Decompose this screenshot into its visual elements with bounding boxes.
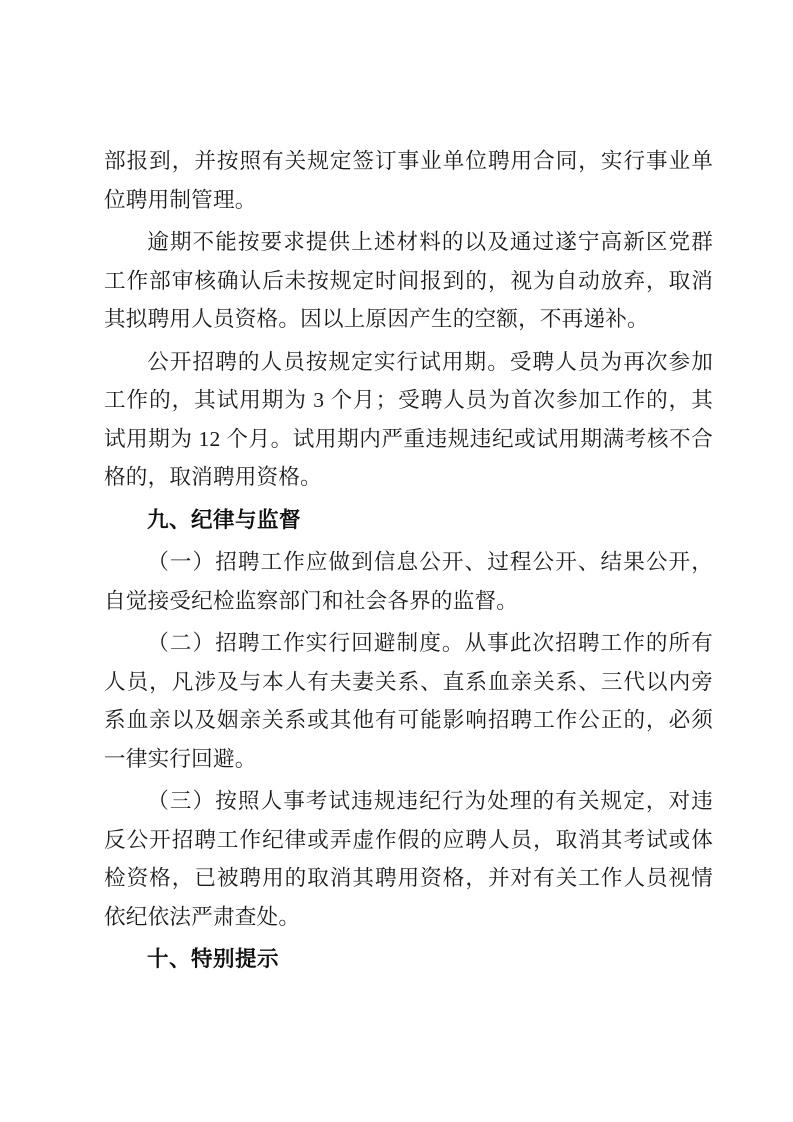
section-heading-discipline-supervision: 九、纪律与监督 [147,507,302,532]
section-heading-special-notice: 十、特别提示 [147,947,280,971]
body-paragraph-item-3: （三）按照人事考试违规违纪行为处理的有关规定，对违反公开招聘工作纪律或弄虚作假的应聘人员，取消其考试或体检资格，已被聘用的取消其聘用资格，并对有关工作人员视情依纪依法严肃查处。 [104,789,713,929]
body-paragraph-item-2: （二）招聘工作实行回避制度。从事此次招聘工作的所有人员，凡涉及与本人有夫妻关系、直系血亲关系、三代以内旁系血亲以及姻亲关系或其他有可能影响招聘工作公正的，必须一律实行回避。 [104,631,713,771]
body-paragraph-continuation: 部报到，并按照有关规定签订事业单位聘用合同，实行事业单位聘用制管理。 [104,149,713,212]
body-paragraph: 公开招聘的人员按规定实行试用期。受聘人员为再次参加工作的，其试用期为 3 个月；受聘人员为首次参加工作的，其试用期为 12 个月。试用期内严重违规违纪或试用期满考核不合格的，取消聘用资格。 [104,349,713,489]
body-paragraph-item-1: （一）招聘工作应做到信息公开、过程公开、结果公开，自觉接受纪检监察部门和社会各界的监督。 [104,550,713,613]
body-paragraph: 逾期不能按要求提供上述材料的以及通过遂宁高新区党群工作部审核确认后未按规定时间报到的，视为自动放弃，取消其拟聘用人员资格。因以上原因产生的空额，不再递补。 [104,230,713,331]
document-content [104,142,713,983]
